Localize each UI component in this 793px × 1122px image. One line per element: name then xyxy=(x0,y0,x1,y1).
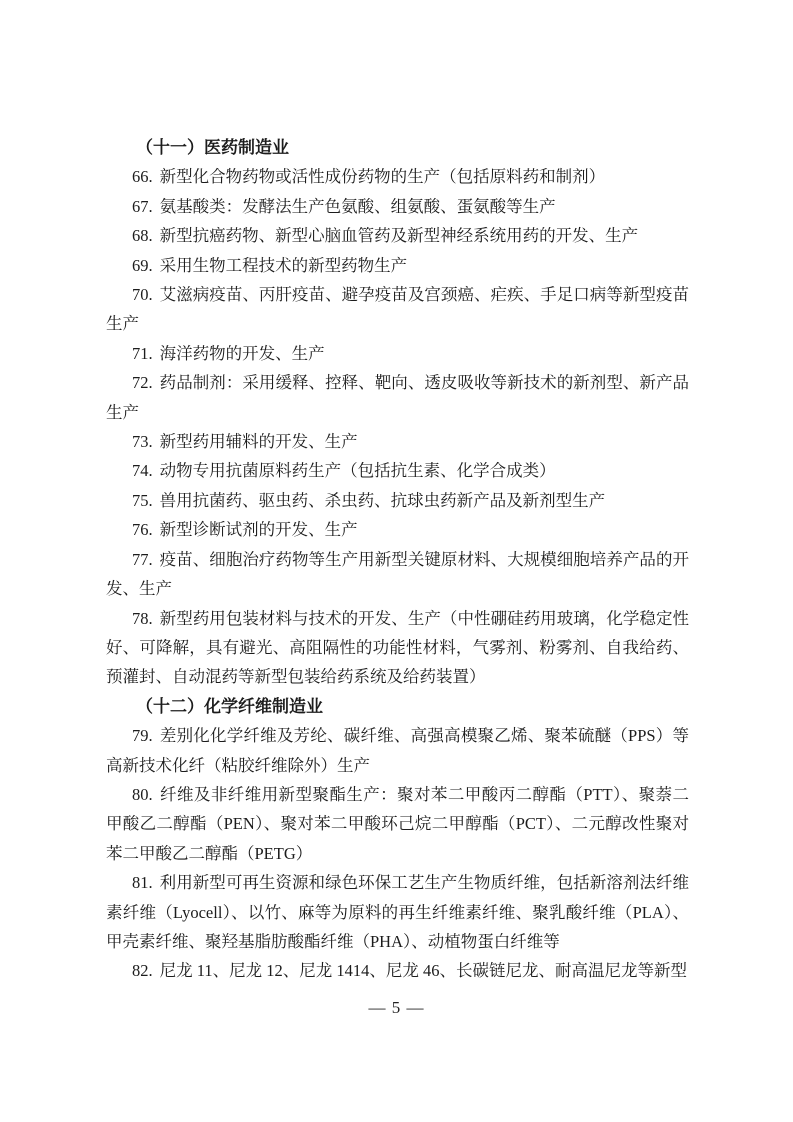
item-text: 艾滋病疫苗、丙肝疫苗、避孕疫苗及宫颈癌、疟疾、手足口病等新型疫苗生产 xyxy=(106,285,689,334)
item-number: 81. xyxy=(132,873,153,893)
list-item-73 xyxy=(106,427,689,456)
item-text: 采用生物工程技术的新型药物生产 xyxy=(159,255,408,275)
item-number: 71. xyxy=(132,343,153,363)
item-text: 氨基酸类：发酵法生产色氨酸、组氨酸、蛋氨酸等生产 xyxy=(159,196,556,216)
list-item-77 xyxy=(106,545,689,604)
item-text: 新型药用包装材料与技术的开发、生产（中性硼硅药用玻璃，化学稳定性好、可降解，具有避光、高阻隔性的功能性材料，气雾剂、粉雾剂、自我给药、预灌封、自动混药等新型包装给药系统及给药装置） xyxy=(106,608,689,687)
item-text: 兽用抗菌药、驱虫药、杀虫药、抗球虫药新产品及新剂型生产 xyxy=(159,490,606,510)
item-number: 74. xyxy=(132,461,153,481)
item-number: 68. xyxy=(132,226,153,246)
item-number: 72. xyxy=(132,373,153,393)
item-text: 新型药用辅料的开发、生产 xyxy=(159,432,358,452)
list-item-70 xyxy=(106,280,689,339)
item-number: 77. xyxy=(132,549,153,569)
list-item-79 xyxy=(106,721,689,780)
item-text: 纤维及非纤维用新型聚酯生产：聚对苯二甲酸丙二醇酯（PTT）、聚萘二甲酸乙二醇酯（PEN）、聚对苯二甲酸环己烷二甲醇酯（PCT）、二元醇改性聚对苯二甲酸乙二醇酯（PETG） xyxy=(106,784,689,863)
list-item-76 xyxy=(106,515,689,544)
item-number: 78. xyxy=(132,608,153,628)
item-text: 动物专用抗菌原料药生产（包括抗生素、化学合成类） xyxy=(159,461,556,481)
list-item-74 xyxy=(106,456,689,485)
list-item-82 xyxy=(106,956,689,985)
document-body xyxy=(106,133,689,986)
item-number: 73. xyxy=(132,432,153,452)
item-text: 新型抗癌药物、新型心脑血管药及新型神经系统用药的开发、生产 xyxy=(159,226,639,246)
list-item-66 xyxy=(106,162,689,191)
item-text: 疫苗、细胞治疗药物等生产用新型关键原材料、大规模细胞培养产品的开发、生产 xyxy=(106,549,689,599)
list-item-67 xyxy=(106,192,689,221)
item-number: 82. xyxy=(132,961,153,981)
item-number: 79. xyxy=(132,726,153,746)
item-text: 药品制剂：采用缓释、控释、靶向、透皮吸收等新技术的新剂型、新产品生产 xyxy=(106,373,689,422)
list-item-72 xyxy=(106,368,689,427)
list-item-71 xyxy=(106,339,689,368)
page-footer xyxy=(0,996,793,1020)
item-number: 69. xyxy=(132,255,153,275)
item-number: 75. xyxy=(132,490,153,510)
list-item-68 xyxy=(106,221,689,250)
item-number: 70. xyxy=(132,285,153,305)
list-item-69 xyxy=(106,251,689,280)
item-text: 海洋药物的开发、生产 xyxy=(159,343,325,363)
page-number: — 5 — xyxy=(368,998,425,1017)
item-number: 66. xyxy=(132,167,153,187)
item-number: 76. xyxy=(132,520,153,540)
item-number: 67. xyxy=(132,196,153,216)
item-text: 差别化化学纤维及芳纶、碳纤维、高强高模聚乙烯、聚苯硫醚（PPS）等高新技术化纤（粘胶纤维除外）生产 xyxy=(106,726,689,775)
section-heading-12: （十二）化学纤维制造业 xyxy=(136,696,323,716)
list-item-75 xyxy=(106,486,689,515)
item-text: 新型化合物药物或活性成份药物的生产（包括原料药和制剂） xyxy=(159,167,606,187)
list-item-81 xyxy=(106,868,689,956)
item-text: 利用新型可再生资源和绿色环保工艺生产生物质纤维，包括新溶剂法纤维素纤维（Lyocell）、以竹、麻等为原料的再生纤维素纤维、聚乳酸纤维（PLA）、甲壳素纤维、聚羟基脂肪酸酯纤维（PHA）、动植物蛋白纤维等 xyxy=(106,873,689,951)
item-text: 新型诊断试剂的开发、生产 xyxy=(159,520,358,540)
list-item-80 xyxy=(106,780,689,868)
item-text: 尼龙 11、尼龙 12、尼龙 1414、尼龙 46、长碳链尼龙、耐高温尼龙等新型 xyxy=(159,961,688,981)
list-item-78 xyxy=(106,604,689,692)
item-number: 80. xyxy=(132,784,153,804)
section-heading-11: （十一）医药制造业 xyxy=(136,138,289,157)
